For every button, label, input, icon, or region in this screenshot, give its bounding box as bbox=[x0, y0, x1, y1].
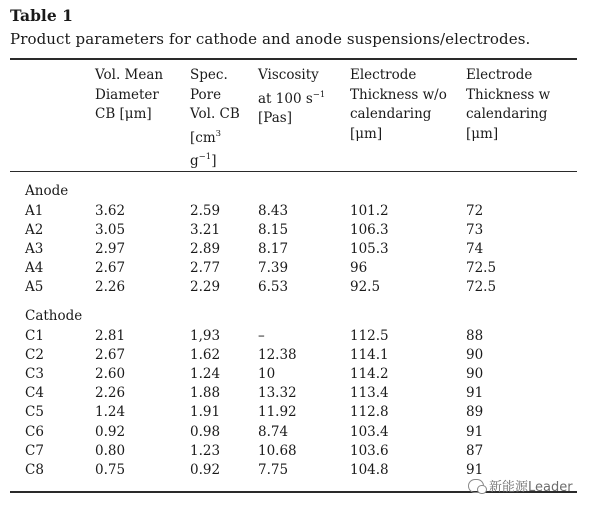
table-cell: 11.92 bbox=[258, 404, 297, 421]
table-cell: 8.43 bbox=[258, 203, 289, 219]
table-cell: 13.32 bbox=[258, 385, 297, 402]
wechat-icon bbox=[468, 479, 484, 493]
table-cell: 87 bbox=[466, 442, 484, 459]
header-viscosity bbox=[258, 66, 325, 129]
table-cell: 8.17 bbox=[258, 241, 289, 258]
table-cell: 2.60 bbox=[95, 366, 126, 383]
table-cell: 0.92 bbox=[190, 461, 221, 478]
table-caption: Product parameters for cathode and anode suspensions/electrodes. bbox=[10, 30, 531, 48]
header-exponent: −1 bbox=[312, 89, 326, 100]
header-line: [μm] bbox=[350, 125, 383, 142]
header-line bbox=[258, 86, 325, 110]
table-cell: 74 bbox=[466, 241, 484, 258]
table-cell: 2.59 bbox=[190, 203, 221, 219]
table-cell: 90 bbox=[466, 366, 484, 383]
table-cell: 72.5 bbox=[466, 260, 497, 277]
table-cell: 106.3 bbox=[350, 222, 389, 239]
table-row bbox=[0, 404, 597, 422]
table-row bbox=[0, 328, 597, 346]
header-exponent: 3 bbox=[215, 128, 222, 139]
row-sample-id: C4 bbox=[25, 385, 44, 402]
header-thickness-without-calendaring bbox=[350, 66, 447, 144]
table-cell: 1.23 bbox=[190, 442, 221, 459]
row-sample-id: C8 bbox=[25, 461, 44, 478]
table-row bbox=[0, 366, 597, 384]
table-cell: 96 bbox=[350, 260, 368, 277]
table-cell: 91 bbox=[466, 461, 484, 478]
table-cell: 1.91 bbox=[190, 404, 221, 421]
header-line: Viscosity bbox=[258, 67, 319, 83]
table-cell: 73 bbox=[466, 222, 484, 239]
table-cell: 105.3 bbox=[350, 241, 389, 258]
table-cell: 2.29 bbox=[190, 279, 221, 296]
header-line: [Pas] bbox=[258, 110, 292, 126]
table-cell: 101.2 bbox=[350, 203, 389, 219]
table-cell: 114.2 bbox=[350, 366, 389, 383]
header-exponent: −1 bbox=[198, 152, 212, 162]
table-row bbox=[0, 443, 597, 461]
header-unit: g bbox=[190, 153, 199, 169]
table-cell: 1.24 bbox=[190, 366, 221, 383]
row-sample-id: C1 bbox=[25, 328, 44, 344]
table-cell: 113.4 bbox=[350, 385, 389, 402]
row-sample-id: C2 bbox=[25, 347, 44, 364]
header-line: Electrode bbox=[466, 67, 533, 83]
table-cell: 8.74 bbox=[258, 423, 289, 440]
header-line: calendaring bbox=[466, 106, 548, 122]
watermark-text: 新能源Leader bbox=[489, 480, 573, 495]
table-title: Table 1 bbox=[10, 6, 73, 25]
header-line: Vol. CB bbox=[190, 106, 240, 122]
header-line: [μm] bbox=[466, 125, 499, 142]
table-row bbox=[0, 260, 597, 278]
table-cell: 0.80 bbox=[95, 442, 126, 459]
header-line bbox=[190, 125, 240, 149]
row-sample-id: C7 bbox=[25, 442, 44, 459]
table-cell: 1.88 bbox=[190, 385, 221, 402]
table-cell: 7.39 bbox=[258, 260, 289, 277]
table-cell: 112.8 bbox=[350, 404, 389, 421]
group-label-cathode: Cathode bbox=[25, 308, 83, 324]
top-rule bbox=[10, 58, 577, 60]
table-cell: 1.62 bbox=[190, 347, 221, 364]
table-row bbox=[0, 241, 597, 259]
table-cell: 0.98 bbox=[190, 423, 221, 440]
header-text: at 100 s bbox=[258, 90, 313, 107]
table-cell: 2.89 bbox=[190, 241, 221, 258]
header-unit-close: ] bbox=[211, 153, 217, 169]
table-cell: 88 bbox=[466, 328, 484, 344]
row-sample-id: A5 bbox=[25, 279, 44, 296]
row-sample-id: C6 bbox=[25, 423, 44, 440]
table-cell: – bbox=[258, 328, 265, 344]
table-cell: 1,93 bbox=[190, 328, 221, 344]
table-cell: 2.26 bbox=[95, 385, 126, 402]
table-cell: 3.21 bbox=[190, 222, 221, 239]
table-cell: 103.6 bbox=[350, 442, 389, 459]
header-line bbox=[190, 148, 240, 172]
table-cell: 3.62 bbox=[95, 203, 126, 219]
header-line: Vol. Mean bbox=[95, 67, 164, 83]
header-vol-mean-diameter bbox=[95, 66, 163, 125]
table-cell: 0.75 bbox=[95, 461, 126, 478]
table-cell: 2.67 bbox=[95, 260, 126, 277]
table-cell: 12.38 bbox=[258, 347, 297, 364]
table-cell: 104.8 bbox=[350, 461, 389, 478]
table-cell: 72 bbox=[466, 203, 484, 219]
table-cell: 72.5 bbox=[466, 279, 497, 296]
header-thickness-with-calendaring bbox=[466, 66, 550, 144]
watermark bbox=[468, 476, 573, 495]
table-cell: 3.05 bbox=[95, 222, 126, 239]
row-sample-id: A2 bbox=[25, 222, 44, 239]
table-cell: 8.15 bbox=[258, 222, 289, 239]
table-cell: 114.1 bbox=[350, 347, 389, 364]
header-rule bbox=[10, 171, 577, 172]
table-row bbox=[0, 279, 597, 297]
header-line: calendaring bbox=[350, 106, 432, 122]
group-label-anode: Anode bbox=[25, 183, 69, 199]
row-sample-id: C3 bbox=[25, 366, 44, 383]
table-cell: 6.53 bbox=[258, 279, 289, 296]
header-line: Diameter bbox=[95, 86, 159, 103]
table-cell: 91 bbox=[466, 385, 484, 402]
table-row bbox=[0, 385, 597, 403]
table-cell: 2.97 bbox=[95, 241, 126, 258]
table-cell: 90 bbox=[466, 347, 484, 364]
table-cell: 10 bbox=[258, 366, 276, 383]
row-sample-id: C5 bbox=[25, 404, 44, 421]
table-cell: 2.26 bbox=[95, 279, 126, 296]
header-line: Electrode bbox=[350, 67, 417, 83]
table-row bbox=[0, 203, 597, 221]
table-cell: 112.5 bbox=[350, 328, 389, 344]
table-cell: 92.5 bbox=[350, 279, 381, 296]
table-cell: 2.81 bbox=[95, 328, 126, 344]
row-sample-id: A3 bbox=[25, 241, 44, 258]
header-line: Thickness w/o bbox=[350, 86, 447, 103]
table-cell: 89 bbox=[466, 404, 484, 421]
table-cell: 7.75 bbox=[258, 461, 289, 478]
table-cell: 0.92 bbox=[95, 423, 126, 440]
header-spec-pore-vol bbox=[190, 66, 240, 172]
table-cell: 2.77 bbox=[190, 260, 221, 277]
table-row bbox=[0, 424, 597, 442]
header-line: Spec. bbox=[190, 67, 228, 83]
table-cell: 91 bbox=[466, 423, 484, 440]
table-row bbox=[0, 222, 597, 240]
header-line: CB [μm] bbox=[95, 106, 152, 122]
row-sample-id: A1 bbox=[25, 203, 44, 219]
table-cell: 10.68 bbox=[258, 442, 297, 459]
table-cell: 2.67 bbox=[95, 347, 126, 364]
row-sample-id: A4 bbox=[25, 260, 44, 277]
table-cell: 103.4 bbox=[350, 423, 389, 440]
header-line: Thickness w bbox=[466, 86, 551, 103]
table-row bbox=[0, 347, 597, 365]
table-cell: 1.24 bbox=[95, 404, 126, 421]
header-unit: [cm bbox=[190, 129, 216, 146]
header-line: Pore bbox=[190, 86, 222, 103]
